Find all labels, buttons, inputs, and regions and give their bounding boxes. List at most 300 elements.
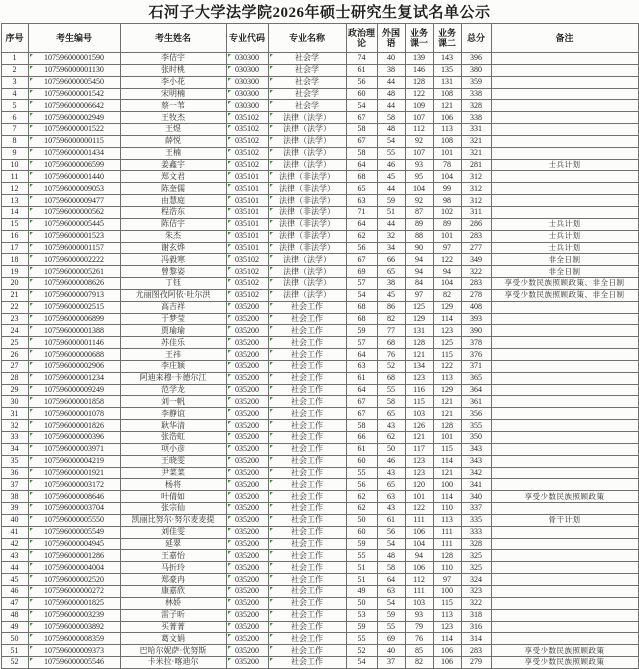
cell-total: 321 (461, 135, 491, 147)
cell-exam-id: 107596000000688 (28, 349, 120, 361)
cell-name: 雷子昕 (120, 609, 226, 621)
cell-exam-id: 107596000009373 (28, 645, 120, 657)
cell-major-name: 法律（法学） (268, 124, 346, 136)
excel-text-indicator-icon (30, 149, 33, 152)
cell-remark (491, 384, 638, 396)
cell-major-name: 社会工作 (268, 313, 346, 325)
cell-total: 390 (461, 325, 491, 337)
table-row (1, 64, 638, 76)
cell-course1: 106 (405, 526, 433, 538)
cell-exam-id: 107596000002515 (28, 301, 120, 313)
cell-remark (491, 550, 638, 562)
cell-politics: 65 (346, 183, 377, 195)
table-row (1, 313, 638, 325)
excel-text-indicator-icon (228, 220, 231, 223)
excel-text-indicator-icon (228, 54, 231, 57)
cell-major-code: 035200 (226, 657, 268, 669)
excel-text-indicator-icon (228, 161, 231, 164)
cell-exam-id: 107596000001825 (28, 597, 120, 609)
cell-name: 杨将 (120, 479, 226, 491)
cell-major-name: 社会工作 (268, 420, 346, 432)
cell-foreign-language: 58 (377, 562, 405, 574)
cell-name: 谢玄烨 (120, 242, 226, 254)
cell-exam-id: 107596000002222 (28, 254, 120, 266)
cell-foreign-language: 65 (377, 408, 405, 420)
cell-remark (491, 76, 638, 88)
excel-text-indicator-icon (228, 315, 231, 318)
excel-text-indicator-icon (270, 409, 273, 412)
cell-major-name: 社会学 (268, 76, 346, 88)
cell-exam-id: 107596000008646 (28, 491, 120, 503)
excel-text-indicator-icon (30, 658, 33, 661)
cell-total: 355 (461, 420, 491, 432)
excel-text-indicator-icon (270, 516, 273, 519)
table-row (1, 396, 638, 408)
cell-major-code: 035200 (226, 396, 268, 408)
table-row (1, 443, 638, 455)
cell-course2: 89 (433, 218, 461, 230)
excel-text-indicator-icon (30, 492, 33, 495)
table-row (1, 124, 638, 136)
cell-course1: 121 (405, 349, 433, 361)
cell-no: 25 (1, 337, 28, 349)
cell-no: 5 (1, 100, 28, 112)
table-row (1, 621, 638, 633)
cell-foreign-language: 44 (377, 183, 405, 195)
cell-major-name: 社会工作 (268, 574, 346, 586)
header-course2: 业务课二 (433, 24, 461, 53)
cell-exam-id: 107596000006642 (28, 100, 120, 112)
cell-total: 356 (461, 408, 491, 420)
cell-course2: 108 (433, 135, 461, 147)
table-row (1, 432, 638, 444)
cell-total: 340 (461, 491, 491, 503)
cell-remark (491, 396, 638, 408)
cell-no: 11 (1, 171, 28, 183)
cell-politics: 54 (346, 100, 377, 112)
cell-course2: 115 (433, 597, 461, 609)
cell-total: 318 (461, 609, 491, 621)
excel-text-indicator-icon (228, 90, 231, 93)
cell-course1: 87 (405, 206, 433, 218)
cell-major-code: 035200 (226, 443, 268, 455)
excel-text-indicator-icon (30, 315, 33, 318)
cell-foreign-language: 40 (377, 645, 405, 657)
cell-politics: 59 (346, 538, 377, 550)
cell-course2: 113 (433, 514, 461, 526)
cell-foreign-language: 64 (377, 574, 405, 586)
cell-politics: 50 (346, 514, 377, 526)
cell-foreign-language: 54 (377, 597, 405, 609)
header-total: 总分 (461, 24, 491, 53)
excel-text-indicator-icon (270, 575, 273, 578)
header-foreign-language: 外国语 (377, 24, 405, 53)
cell-no: 20 (1, 278, 28, 290)
cell-foreign-language: 46 (377, 455, 405, 467)
excel-text-indicator-icon (270, 149, 273, 152)
cell-course2: 128 (433, 550, 461, 562)
table-row (1, 491, 638, 503)
excel-text-indicator-icon (270, 232, 273, 235)
cell-foreign-language: 40 (377, 53, 405, 65)
table-row (1, 100, 638, 112)
cell-course1: 123 (405, 455, 433, 467)
cell-exam-id: 107596000001440 (28, 171, 120, 183)
cell-course1: 109 (405, 100, 433, 112)
cell-remark (491, 372, 638, 384)
cell-remark (491, 301, 638, 313)
cell-course2: 114 (433, 313, 461, 325)
cell-course2: 111 (433, 526, 461, 538)
cell-course1: 84 (405, 278, 433, 290)
cell-politics: 56 (346, 242, 377, 254)
cell-exam-id: 107596000005546 (28, 657, 120, 669)
cell-total: 281 (461, 159, 491, 171)
cell-major-code: 035200 (226, 432, 268, 444)
cell-name: 冯毅寒 (120, 254, 226, 266)
cell-course2: 100 (433, 585, 461, 597)
cell-exam-id: 107596000001826 (28, 420, 120, 432)
excel-text-indicator-icon (30, 196, 33, 199)
table-row (1, 526, 638, 538)
excel-text-indicator-icon (228, 374, 231, 377)
cell-remark: 士兵计划 (491, 218, 638, 230)
excel-text-indicator-icon (30, 445, 33, 448)
cell-remark (491, 88, 638, 100)
cell-name: 巴哈尔妮萨·优努斯 (120, 645, 226, 657)
excel-text-indicator-icon (30, 208, 33, 211)
cell-politics: 64 (346, 218, 377, 230)
cell-remark: 士兵计划 (491, 242, 638, 254)
cell-course2: 121 (433, 396, 461, 408)
cell-exam-id: 107596000000115 (28, 135, 120, 147)
cell-total: 393 (461, 313, 491, 325)
cell-exam-id: 107596000001286 (28, 550, 120, 562)
table-row (1, 242, 638, 254)
cell-major-name: 社会工作 (268, 479, 346, 491)
cell-foreign-language: 44 (377, 100, 405, 112)
cell-course2: 113 (433, 609, 461, 621)
cell-major-code: 035200 (226, 550, 268, 562)
cell-major-code: 035102 (226, 112, 268, 124)
cell-exam-id: 107596000006599 (28, 159, 120, 171)
excel-text-indicator-icon (30, 113, 33, 116)
cell-course1: 101 (405, 491, 433, 503)
cell-course2: 108 (433, 88, 461, 100)
cell-major-name: 社会工作 (268, 633, 346, 645)
cell-course1: 85 (405, 645, 433, 657)
cell-politics: 62 (346, 230, 377, 242)
excel-text-indicator-icon (228, 232, 231, 235)
excel-text-indicator-icon (228, 101, 231, 104)
cell-no: 41 (1, 526, 28, 538)
cell-politics: 56 (346, 76, 377, 88)
excel-text-indicator-icon (270, 599, 273, 602)
cell-course2: 121 (433, 100, 461, 112)
excel-text-indicator-icon (30, 646, 33, 649)
cell-total: 361 (461, 396, 491, 408)
cell-foreign-language: 43 (377, 420, 405, 432)
cell-remark (491, 313, 638, 325)
excel-text-indicator-icon (228, 658, 231, 661)
cell-course1: 128 (405, 76, 433, 88)
cell-name: 张浩虹 (120, 432, 226, 444)
excel-text-indicator-icon (270, 551, 273, 554)
excel-text-indicator-icon (228, 125, 231, 128)
cell-politics: 67 (346, 254, 377, 266)
cell-name: 延翠 (120, 538, 226, 550)
cell-major-code: 035102 (226, 135, 268, 147)
excel-text-indicator-icon (270, 504, 273, 507)
table-row (1, 503, 638, 515)
cell-no: 45 (1, 574, 28, 586)
cell-course1: 122 (405, 88, 433, 100)
excel-text-indicator-icon (228, 433, 231, 436)
cell-no: 14 (1, 206, 28, 218)
table-row (1, 633, 638, 645)
excel-text-indicator-icon (270, 90, 273, 93)
excel-text-indicator-icon (30, 599, 33, 602)
excel-text-indicator-icon (270, 303, 273, 306)
excel-text-indicator-icon (270, 563, 273, 566)
excel-text-indicator-icon (30, 101, 33, 104)
cell-exam-id: 107596000009477 (28, 195, 120, 207)
cell-name: 葛文娟 (120, 633, 226, 645)
table-row (1, 360, 638, 372)
excel-text-indicator-icon (228, 540, 231, 543)
cell-politics: 50 (346, 597, 377, 609)
cell-name: 陈佶宇 (120, 218, 226, 230)
cell-name: 刘一帆 (120, 396, 226, 408)
cell-course2: 123 (433, 621, 461, 633)
cell-politics: 61 (346, 372, 377, 384)
cell-no: 28 (1, 372, 28, 384)
header-exam-id: 考生编号 (28, 24, 120, 53)
cell-no: 34 (1, 443, 28, 455)
excel-text-indicator-icon (30, 433, 33, 436)
cell-course1: 88 (405, 230, 433, 242)
cell-no: 12 (1, 183, 28, 195)
excel-text-indicator-icon (270, 244, 273, 247)
cell-politics: 67 (346, 396, 377, 408)
cell-exam-id: 107596000001523 (28, 230, 120, 242)
cell-major-code: 030300 (226, 88, 268, 100)
excel-text-indicator-icon (30, 326, 33, 329)
cell-major-code: 035200 (226, 503, 268, 515)
cell-name: 王楠 (120, 147, 226, 159)
cell-remark: 享受少数民族照顾政策 (491, 645, 638, 657)
cell-name: 于梦莹 (120, 313, 226, 325)
cell-major-code: 035102 (226, 289, 268, 301)
excel-text-indicator-icon (228, 303, 231, 306)
cell-name: 范学龙 (120, 384, 226, 396)
cell-name: 曾黎姿 (120, 266, 226, 278)
cell-course2: 82 (433, 289, 461, 301)
cell-course2: 101 (433, 230, 461, 242)
cell-major-code: 035200 (226, 574, 268, 586)
excel-text-indicator-icon (30, 587, 33, 590)
excel-text-indicator-icon (228, 350, 231, 353)
cell-major-name: 社会工作 (268, 325, 346, 337)
cell-major-code: 035200 (226, 645, 268, 657)
cell-course2: 114 (433, 491, 461, 503)
cell-name: 张时桃 (120, 64, 226, 76)
cell-remark (491, 562, 638, 574)
cell-course1: 103 (405, 597, 433, 609)
cell-course1: 104 (405, 183, 433, 195)
cell-remark (491, 337, 638, 349)
cell-exam-id: 107596000002906 (28, 360, 120, 372)
cell-major-name: 法律（非法学） (268, 183, 346, 195)
cell-course2: 106 (433, 112, 461, 124)
cell-major-code: 030300 (226, 100, 268, 112)
cell-major-code: 035200 (226, 585, 268, 597)
cell-major-name: 法律（法学） (268, 289, 346, 301)
cell-remark: 非全日制 (491, 266, 638, 278)
cell-course1: 123 (405, 372, 433, 384)
cell-foreign-language: 55 (377, 621, 405, 633)
cell-course1: 129 (405, 313, 433, 325)
excel-text-indicator-icon (30, 634, 33, 637)
excel-text-indicator-icon (30, 220, 33, 223)
excel-text-indicator-icon (270, 433, 273, 436)
cell-foreign-language: 51 (377, 206, 405, 218)
cell-foreign-language: 68 (377, 372, 405, 384)
cell-foreign-language: 58 (377, 396, 405, 408)
cell-major-name: 社会工作 (268, 526, 346, 538)
cell-no: 8 (1, 135, 28, 147)
cell-politics: 62 (346, 503, 377, 515)
cell-exam-id: 107596000004004 (28, 562, 120, 574)
cell-course1: 111 (405, 514, 433, 526)
cell-politics: 62 (346, 491, 377, 503)
cell-no: 44 (1, 562, 28, 574)
excel-text-indicator-icon (270, 587, 273, 590)
excel-text-indicator-icon (30, 279, 33, 282)
excel-text-indicator-icon (30, 137, 33, 140)
cell-name: 尹菜菜 (120, 467, 226, 479)
cell-major-code: 035200 (226, 621, 268, 633)
excel-text-indicator-icon (30, 362, 33, 365)
cell-course1: 82 (405, 657, 433, 669)
cell-major-code: 035200 (226, 479, 268, 491)
excel-text-indicator-icon (270, 386, 273, 389)
cell-remark (491, 443, 638, 455)
header-course1: 业务课一 (405, 24, 433, 53)
cell-exam-id: 107596000006899 (28, 313, 120, 325)
cell-name: 宋明楠 (120, 88, 226, 100)
page-title: 石河子大学法学院2026年硕士研究生复试名单公示 (148, 5, 491, 21)
cell-major-code: 035102 (226, 124, 268, 136)
cell-course2: 104 (433, 171, 461, 183)
cell-name: 贾瑜瑜 (120, 325, 226, 337)
cell-politics: 58 (346, 124, 377, 136)
cell-major-code: 035102 (226, 266, 268, 278)
cell-major-name: 社会工作 (268, 562, 346, 574)
cell-politics: 54 (346, 289, 377, 301)
cell-no: 19 (1, 266, 28, 278)
cell-total: 283 (461, 278, 491, 290)
cell-course2: 97 (433, 242, 461, 254)
cell-no: 51 (1, 645, 28, 657)
excel-text-indicator-icon (30, 457, 33, 460)
cell-politics: 58 (346, 147, 377, 159)
excel-text-indicator-icon (30, 184, 33, 187)
excel-text-indicator-icon (270, 397, 273, 400)
cell-foreign-language: 59 (377, 195, 405, 207)
cell-exam-id: 107596000009053 (28, 183, 120, 195)
cell-major-name: 社会工作 (268, 337, 346, 349)
cell-major-code: 030300 (226, 53, 268, 65)
cell-course1: 97 (405, 289, 433, 301)
cell-name: 李小花 (120, 76, 226, 88)
cell-total: 378 (461, 337, 491, 349)
excel-text-indicator-icon (228, 551, 231, 554)
cell-total: 337 (461, 503, 491, 515)
excel-text-indicator-icon (30, 90, 33, 93)
cell-exam-id: 107596000004219 (28, 455, 120, 467)
cell-major-name: 法律（法学） (268, 147, 346, 159)
cell-no: 3 (1, 76, 28, 88)
cell-remark (491, 408, 638, 420)
excel-text-indicator-icon (228, 634, 231, 637)
excel-text-indicator-icon (270, 611, 273, 614)
cell-remark (491, 633, 638, 645)
cell-major-name: 社会工作 (268, 503, 346, 515)
cell-total: 312 (461, 171, 491, 183)
cell-major-code: 035200 (226, 301, 268, 313)
cell-total: 279 (461, 657, 491, 669)
cell-total: 321 (461, 147, 491, 159)
cell-major-name: 社会工作 (268, 372, 346, 384)
table-row (1, 171, 638, 183)
cell-politics: 49 (346, 585, 377, 597)
excel-text-indicator-icon (228, 587, 231, 590)
excel-text-indicator-icon (30, 161, 33, 164)
cell-major-code: 035200 (226, 408, 268, 420)
excel-text-indicator-icon (228, 421, 231, 424)
cell-no: 35 (1, 455, 28, 467)
cell-major-name: 法律（非法学） (268, 171, 346, 183)
cell-politics: 71 (346, 206, 377, 218)
cell-course1: 107 (405, 112, 433, 124)
cell-politics: 54 (346, 657, 377, 669)
excel-text-indicator-icon (30, 125, 33, 128)
cell-total: 341 (461, 479, 491, 491)
cell-course2: 110 (433, 503, 461, 515)
cell-name: 凯丽比努尔·努尔麦麦提 (120, 514, 226, 526)
table-row (1, 657, 638, 669)
cell-remark (491, 195, 638, 207)
cell-politics: 68 (346, 313, 377, 325)
cell-foreign-language: 56 (377, 526, 405, 538)
cell-major-code: 035200 (226, 360, 268, 372)
excel-text-indicator-icon (30, 66, 33, 69)
cell-foreign-language: 45 (377, 289, 405, 301)
cell-foreign-language: 46 (377, 159, 405, 171)
excel-text-indicator-icon (30, 267, 33, 270)
cell-politics: 67 (346, 112, 377, 124)
cell-course2: 143 (433, 53, 461, 65)
cell-name: 姜鑫宇 (120, 159, 226, 171)
cell-course1: 89 (405, 218, 433, 230)
cell-major-code: 035200 (226, 526, 268, 538)
cell-course2: 125 (433, 337, 461, 349)
table-row (1, 230, 638, 242)
cell-no: 46 (1, 585, 28, 597)
cell-course1: 104 (405, 538, 433, 550)
cell-course1: 92 (405, 135, 433, 147)
